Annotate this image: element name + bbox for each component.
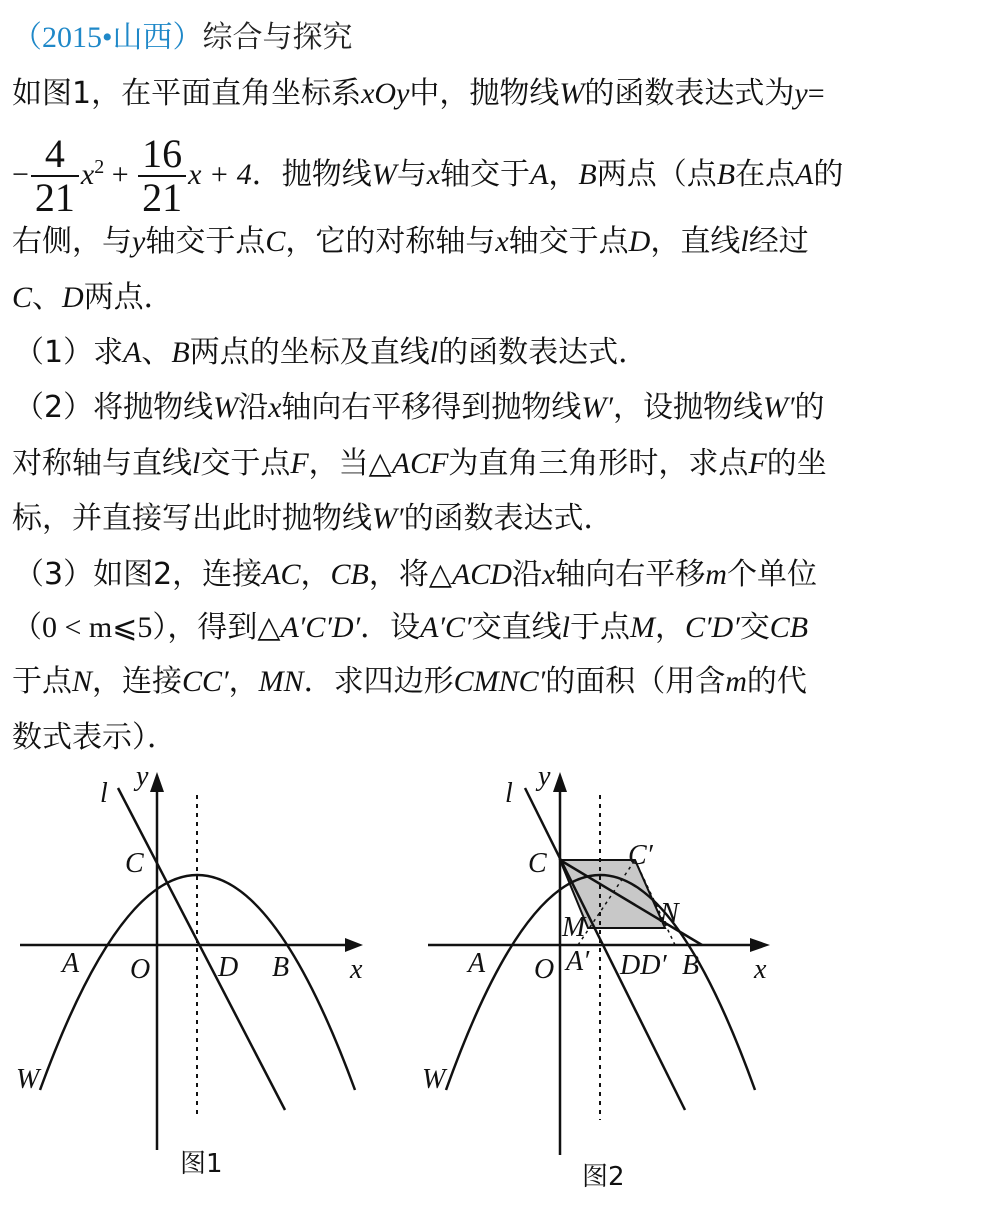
math-W-prime: W′ xyxy=(372,502,404,535)
question-3-line-4 xyxy=(12,718,177,758)
text-span: 于点 xyxy=(12,664,72,699)
question-1 xyxy=(14,333,648,373)
label-y: y xyxy=(136,761,149,792)
label-W: W xyxy=(422,1064,446,1095)
intro-line-4 xyxy=(12,278,174,318)
label-C: C xyxy=(528,848,547,879)
intro-line-3 xyxy=(12,222,809,262)
text-span: ，将△ xyxy=(368,557,452,592)
math-F: F xyxy=(290,447,309,480)
question-2-line-1 xyxy=(14,388,825,428)
text-span: 数式表示）． xyxy=(12,720,177,755)
math-exponent: 2 xyxy=(94,156,105,178)
label-A: A xyxy=(468,948,486,979)
text-span: 于点 xyxy=(569,610,630,645)
math-M: M xyxy=(629,611,655,644)
label-C: C xyxy=(125,848,144,879)
text-span: 沿 xyxy=(511,557,542,592)
math-MN: MN xyxy=(258,665,304,698)
math-N: N xyxy=(72,665,93,698)
text-span: 两点． xyxy=(83,280,174,315)
math-minus: − xyxy=(12,158,29,191)
label-B: B xyxy=(272,952,290,983)
text-span: 为直角三角形时，求点 xyxy=(448,446,749,481)
question-3-line-3 xyxy=(12,662,807,702)
math-B: B xyxy=(578,158,597,191)
label-y: y xyxy=(538,761,551,792)
fraction-numerator: 4 xyxy=(31,133,79,177)
text-span: 标，并直接写出此时抛物线 xyxy=(12,501,372,536)
text-span: ，连接 xyxy=(92,664,183,699)
text-span: ．设 xyxy=(360,610,421,645)
label-x: x xyxy=(754,954,767,985)
math-x: x xyxy=(495,225,509,258)
text-span: 的坐 xyxy=(766,446,827,481)
fraction-4-21 xyxy=(31,130,79,220)
figure-2 xyxy=(410,760,830,1210)
text-span: 轴向右平移 xyxy=(555,557,706,592)
math-ApCp: A′C′ xyxy=(420,611,472,644)
text-span: 两点的坐标及直线 xyxy=(189,335,430,370)
question-label: （2） xyxy=(14,390,94,425)
label-N: N xyxy=(660,898,679,929)
question-label: （3） xyxy=(14,557,94,592)
math-B: B xyxy=(171,336,190,369)
text-span: 右侧，与 xyxy=(12,224,132,259)
y-axis-arrow-icon xyxy=(553,772,567,792)
math-m: m xyxy=(705,558,727,591)
math-y: y xyxy=(794,77,808,110)
x-axis-arrow-icon xyxy=(750,938,770,952)
text-span: 个单位 xyxy=(726,557,817,592)
question-label: （1） xyxy=(14,335,94,370)
math-tail: x + 4 xyxy=(188,158,252,191)
text-span: 对称轴与直线 xyxy=(12,446,192,481)
text-span: 如图2，连接 xyxy=(93,557,263,592)
text-span: ，设抛物线 xyxy=(612,390,763,425)
math-A: A xyxy=(530,158,549,191)
fraction-denominator: 21 xyxy=(142,174,183,220)
math-m: m xyxy=(725,665,747,698)
math-C: C xyxy=(12,281,33,314)
fraction-16-21 xyxy=(138,130,186,220)
text-span: 的函数表达式． xyxy=(403,501,614,536)
text-span: ，它的对称轴与 xyxy=(285,224,496,259)
label-DD-prime: DD′ xyxy=(620,950,667,981)
text-span: 的面积（用含 xyxy=(545,664,726,699)
math-D: D xyxy=(628,225,651,258)
text-span: 的函数表达式为 xyxy=(584,76,795,111)
text-span: ，当△ xyxy=(308,446,392,481)
question-3-line-2 xyxy=(12,608,808,648)
math-A: A xyxy=(123,336,142,369)
intro-formula-line xyxy=(12,122,843,220)
text-span: 经过 xyxy=(748,224,809,259)
text-span: 中，抛物线 xyxy=(409,76,560,111)
math-ACD: ACD xyxy=(451,558,512,591)
math-CCp: CC′ xyxy=(182,665,229,698)
math-W-prime: W′ xyxy=(581,391,613,424)
math-CB: CB xyxy=(769,611,809,644)
text-span: 、 xyxy=(32,280,63,315)
math-CB: CB xyxy=(330,558,369,591)
math-xOy: xOy xyxy=(361,77,410,110)
text-span: 的代 xyxy=(746,664,807,699)
math-W-prime: W′ xyxy=(762,391,795,424)
text-span: ．求四边形 xyxy=(303,664,454,699)
label-O: O xyxy=(534,954,555,985)
text-span: 交直线 xyxy=(471,610,562,645)
label-x: x xyxy=(350,954,363,985)
math-l: l xyxy=(192,447,201,480)
label-O: O xyxy=(130,954,151,985)
text-span: 两点（点 xyxy=(596,157,717,192)
intro-line-1 xyxy=(12,74,825,114)
math-x: x xyxy=(80,158,95,191)
fraction-numerator: 16 xyxy=(138,133,186,177)
math-l: l xyxy=(429,336,439,369)
text-span: 轴交于点 xyxy=(508,224,629,259)
text-span: ．抛物线 xyxy=(251,157,372,192)
text-span: 与 xyxy=(396,157,427,192)
text-span: 求 xyxy=(93,335,124,370)
math-y: y xyxy=(132,225,146,258)
math-C: C xyxy=(265,225,286,258)
text-span: ， xyxy=(654,610,685,645)
text-span: 在点 xyxy=(735,157,796,192)
figure-1 xyxy=(0,760,480,1200)
math-l: l xyxy=(561,611,570,644)
text-span: 将抛物线 xyxy=(93,390,214,425)
question-3-line-1 xyxy=(14,555,817,595)
text-span: 轴交于点 xyxy=(145,224,266,259)
math-x: x xyxy=(268,391,282,424)
math-plus: + xyxy=(104,158,137,191)
math-CpDp: C′D′ xyxy=(684,611,740,644)
label-A: A xyxy=(62,948,80,979)
problem-source: （2015•山西） xyxy=(12,21,203,54)
label-M: M xyxy=(562,912,586,943)
math-W: W xyxy=(371,158,397,191)
math-AC: AC xyxy=(262,558,301,591)
math-x: x xyxy=(541,558,556,591)
line-l xyxy=(525,788,685,1110)
label-D: D xyxy=(218,952,239,983)
y-axis-arrow-icon xyxy=(150,772,164,792)
fraction-denominator: 21 xyxy=(34,174,75,220)
math-W: W xyxy=(213,391,239,424)
math-A: A xyxy=(795,158,814,191)
label-W: W xyxy=(16,1064,40,1095)
text-span: ，直线 xyxy=(650,224,741,259)
text-span: 如图1，在平面直角坐标系 xyxy=(12,76,362,111)
problem-category: 综合与探究 xyxy=(202,20,353,55)
label-B: B xyxy=(682,950,700,981)
text-span: 的 xyxy=(794,390,825,425)
text-span: 轴向右平移得到抛物线 xyxy=(281,390,582,425)
label-A-prime: A′ xyxy=(566,946,590,977)
math-eq: = xyxy=(807,77,825,110)
text-span: ， xyxy=(548,157,579,192)
text-span: 沿 xyxy=(238,390,269,425)
x-axis-arrow-icon xyxy=(345,938,363,952)
label-l: l xyxy=(505,778,513,809)
figure-2-caption: 图2 xyxy=(582,1162,625,1192)
text-span: 的 xyxy=(813,157,844,192)
text-span: 交 xyxy=(739,610,770,645)
label-C-prime: C′ xyxy=(628,840,653,871)
text-span: ， xyxy=(300,557,331,592)
text-span: ，得到△ xyxy=(167,610,281,645)
math-range: （0 < m⩽5） xyxy=(12,611,168,644)
math-B: B xyxy=(716,158,736,191)
problem-header xyxy=(12,18,353,58)
question-2-line-3 xyxy=(12,499,614,539)
math-ApCpDp: A′C′D′ xyxy=(280,611,361,644)
text-span: 、 xyxy=(141,335,172,370)
math-l: l xyxy=(740,225,749,258)
math-F: F xyxy=(748,447,767,480)
math-ACF: ACF xyxy=(391,447,449,480)
text-span: 的函数表达式． xyxy=(438,335,649,370)
math-x: x xyxy=(426,158,441,191)
text-span: 轴交于 xyxy=(440,157,531,192)
label-l: l xyxy=(100,778,108,809)
figure-1-caption: 图1 xyxy=(180,1149,223,1179)
math-W: W xyxy=(559,77,585,110)
text-span: ， xyxy=(228,664,259,699)
math-CMNCp: CMNC′ xyxy=(453,665,546,698)
line-l xyxy=(118,788,285,1110)
math-D: D xyxy=(62,281,84,314)
question-2-line-2 xyxy=(12,444,827,484)
text-span: 交于点 xyxy=(200,446,291,481)
